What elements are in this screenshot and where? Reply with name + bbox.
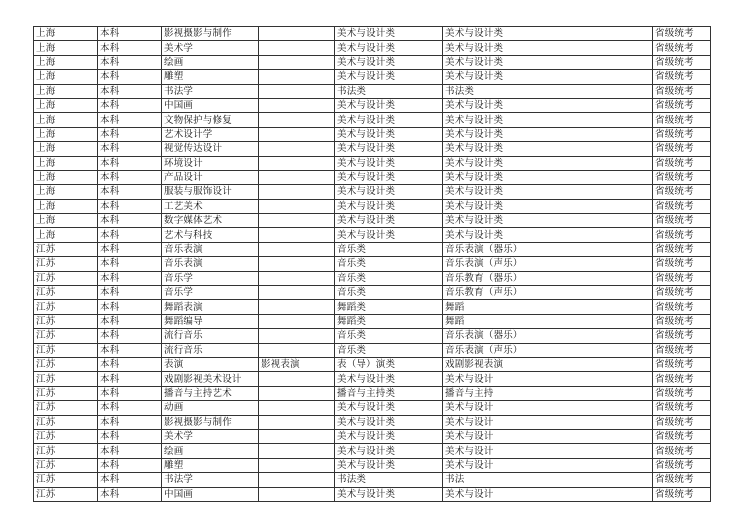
exam-subject-cell: 美术与设计类 xyxy=(443,170,653,184)
major-cell: 影视摄影与制作 xyxy=(162,415,259,429)
province-cell: 江苏 xyxy=(34,444,98,458)
exam-category-cell: 书法类 xyxy=(335,84,443,98)
direction-cell xyxy=(259,429,335,443)
major-cell: 书法学 xyxy=(162,473,259,487)
exam-category-cell: 舞蹈类 xyxy=(335,314,443,328)
level-cell: 本科 xyxy=(98,199,162,213)
level-cell: 本科 xyxy=(98,185,162,199)
direction-cell xyxy=(259,127,335,141)
level-cell: 本科 xyxy=(98,473,162,487)
level-cell: 本科 xyxy=(98,415,162,429)
exam-type-cell: 省级统考 xyxy=(653,214,711,228)
level-cell: 本科 xyxy=(98,170,162,184)
table-row xyxy=(34,415,711,429)
direction-cell xyxy=(259,27,335,41)
province-cell: 上海 xyxy=(34,55,98,69)
major-cell: 戏剧影视美术设计 xyxy=(162,372,259,386)
exam-type-cell: 省级统考 xyxy=(653,113,711,127)
level-cell: 本科 xyxy=(98,27,162,41)
major-cell: 产品设计 xyxy=(162,170,259,184)
major-cell: 文物保护与修复 xyxy=(162,113,259,127)
exam-subject-cell: 美术与设计 xyxy=(443,415,653,429)
exam-type-cell: 省级统考 xyxy=(653,142,711,156)
exam-category-cell: 音乐类 xyxy=(335,286,443,300)
exam-category-cell: 音乐类 xyxy=(335,257,443,271)
table-row xyxy=(34,257,711,271)
direction-cell xyxy=(259,314,335,328)
exam-category-cell: 音乐类 xyxy=(335,242,443,256)
exam-category-cell: 美术与设计类 xyxy=(335,156,443,170)
major-cell: 舞蹈编导 xyxy=(162,314,259,328)
exam-subject-cell: 音乐表演（器乐） xyxy=(443,329,653,343)
direction-cell xyxy=(259,300,335,314)
direction-cell xyxy=(259,257,335,271)
direction-cell xyxy=(259,113,335,127)
major-cell: 雕塑 xyxy=(162,458,259,472)
level-cell: 本科 xyxy=(98,41,162,55)
table-row xyxy=(34,127,711,141)
exam-subject-cell: 音乐教育（声乐） xyxy=(443,286,653,300)
table-row xyxy=(34,84,711,98)
exam-subject-cell: 美术与设计 xyxy=(443,401,653,415)
exam-type-cell: 省级统考 xyxy=(653,156,711,170)
province-cell: 江苏 xyxy=(34,458,98,472)
major-cell: 绘画 xyxy=(162,55,259,69)
table-row xyxy=(34,98,711,112)
direction-cell xyxy=(259,84,335,98)
exam-subject-cell: 美术与设计类 xyxy=(443,70,653,84)
exam-type-cell: 省级统考 xyxy=(653,458,711,472)
table-row xyxy=(34,214,711,228)
exam-subject-cell: 音乐教育（器乐） xyxy=(443,271,653,285)
exam-subject-cell: 戏剧影视表演 xyxy=(443,357,653,371)
exam-subject-cell: 美术与设计类 xyxy=(443,199,653,213)
province-cell: 江苏 xyxy=(34,473,98,487)
table-row xyxy=(34,41,711,55)
level-cell: 本科 xyxy=(98,429,162,443)
major-cell: 工艺美术 xyxy=(162,199,259,213)
level-cell: 本科 xyxy=(98,286,162,300)
exam-category-cell: 美术与设计类 xyxy=(335,142,443,156)
admissions-table-sheet xyxy=(33,26,711,502)
table-row xyxy=(34,473,711,487)
exam-type-cell: 省级统考 xyxy=(653,343,711,357)
direction-cell xyxy=(259,401,335,415)
exam-subject-cell: 美术与设计 xyxy=(443,458,653,472)
exam-category-cell: 美术与设计类 xyxy=(335,41,443,55)
exam-type-cell: 省级统考 xyxy=(653,271,711,285)
province-cell: 江苏 xyxy=(34,357,98,371)
exam-category-cell: 音乐类 xyxy=(335,271,443,285)
direction-cell: 影视表演 xyxy=(259,357,335,371)
exam-subject-cell: 美术与设计 xyxy=(443,372,653,386)
exam-type-cell: 省级统考 xyxy=(653,228,711,242)
level-cell: 本科 xyxy=(98,386,162,400)
province-cell: 上海 xyxy=(34,185,98,199)
direction-cell xyxy=(259,415,335,429)
level-cell: 本科 xyxy=(98,300,162,314)
exam-subject-cell: 美术与设计 xyxy=(443,429,653,443)
level-cell: 本科 xyxy=(98,372,162,386)
level-cell: 本科 xyxy=(98,142,162,156)
exam-type-cell: 省级统考 xyxy=(653,401,711,415)
province-cell: 上海 xyxy=(34,127,98,141)
level-cell: 本科 xyxy=(98,257,162,271)
province-cell: 上海 xyxy=(34,228,98,242)
table-row xyxy=(34,458,711,472)
exam-type-cell: 省级统考 xyxy=(653,300,711,314)
major-cell: 环境设计 xyxy=(162,156,259,170)
exam-subject-cell: 美术与设计类 xyxy=(443,27,653,41)
direction-cell xyxy=(259,170,335,184)
exam-subject-cell: 美术与设计类 xyxy=(443,98,653,112)
exam-category-cell: 美术与设计类 xyxy=(335,415,443,429)
table-row xyxy=(34,487,711,501)
exam-subject-cell: 美术与设计 xyxy=(443,487,653,501)
exam-category-cell: 美术与设计类 xyxy=(335,401,443,415)
exam-category-cell: 美术与设计类 xyxy=(335,185,443,199)
province-cell: 江苏 xyxy=(34,401,98,415)
level-cell: 本科 xyxy=(98,487,162,501)
exam-subject-cell: 美术与设计类 xyxy=(443,142,653,156)
level-cell: 本科 xyxy=(98,98,162,112)
table-row xyxy=(34,329,711,343)
direction-cell xyxy=(259,142,335,156)
table-row xyxy=(34,142,711,156)
province-cell: 江苏 xyxy=(34,329,98,343)
table-row xyxy=(34,343,711,357)
major-cell: 动画 xyxy=(162,401,259,415)
table-row xyxy=(34,170,711,184)
province-cell: 江苏 xyxy=(34,415,98,429)
exam-type-cell: 省级统考 xyxy=(653,429,711,443)
level-cell: 本科 xyxy=(98,113,162,127)
exam-type-cell: 省级统考 xyxy=(653,329,711,343)
exam-type-cell: 省级统考 xyxy=(653,386,711,400)
exam-subject-cell: 播音与主持 xyxy=(443,386,653,400)
table-row xyxy=(34,113,711,127)
table-row xyxy=(34,27,711,41)
exam-category-cell: 美术与设计类 xyxy=(335,27,443,41)
exam-category-cell: 美术与设计类 xyxy=(335,444,443,458)
exam-type-cell: 省级统考 xyxy=(653,415,711,429)
major-cell: 音乐表演 xyxy=(162,257,259,271)
province-cell: 江苏 xyxy=(34,314,98,328)
direction-cell xyxy=(259,386,335,400)
exam-category-cell: 舞蹈类 xyxy=(335,300,443,314)
exam-type-cell: 省级统考 xyxy=(653,84,711,98)
table-row xyxy=(34,357,711,371)
major-cell: 雕塑 xyxy=(162,70,259,84)
direction-cell xyxy=(259,458,335,472)
exam-subject-cell: 美术与设计类 xyxy=(443,127,653,141)
level-cell: 本科 xyxy=(98,127,162,141)
level-cell: 本科 xyxy=(98,228,162,242)
province-cell: 上海 xyxy=(34,70,98,84)
major-cell: 流行音乐 xyxy=(162,329,259,343)
exam-subject-cell: 音乐表演（器乐） xyxy=(443,242,653,256)
level-cell: 本科 xyxy=(98,271,162,285)
province-cell: 上海 xyxy=(34,170,98,184)
direction-cell xyxy=(259,228,335,242)
level-cell: 本科 xyxy=(98,444,162,458)
direction-cell xyxy=(259,185,335,199)
table-row xyxy=(34,372,711,386)
exam-type-cell: 省级统考 xyxy=(653,473,711,487)
exam-category-cell: 美术与设计类 xyxy=(335,98,443,112)
major-cell: 音乐学 xyxy=(162,286,259,300)
exam-category-cell: 美术与设计类 xyxy=(335,429,443,443)
exam-category-cell: 美术与设计类 xyxy=(335,70,443,84)
direction-cell xyxy=(259,70,335,84)
major-cell: 表演 xyxy=(162,357,259,371)
direction-cell xyxy=(259,271,335,285)
province-cell: 上海 xyxy=(34,84,98,98)
exam-type-cell: 省级统考 xyxy=(653,487,711,501)
exam-subject-cell: 美术与设计类 xyxy=(443,214,653,228)
table-row xyxy=(34,199,711,213)
table-row xyxy=(34,444,711,458)
province-cell: 上海 xyxy=(34,142,98,156)
exam-subject-cell: 美术与设计类 xyxy=(443,41,653,55)
province-cell: 江苏 xyxy=(34,257,98,271)
level-cell: 本科 xyxy=(98,314,162,328)
exam-subject-cell: 美术与设计类 xyxy=(443,55,653,69)
table-row xyxy=(34,429,711,443)
major-cell: 艺术设计学 xyxy=(162,127,259,141)
province-cell: 江苏 xyxy=(34,386,98,400)
province-cell: 江苏 xyxy=(34,286,98,300)
exam-category-cell: 音乐类 xyxy=(335,329,443,343)
level-cell: 本科 xyxy=(98,458,162,472)
exam-subject-cell: 舞蹈 xyxy=(443,300,653,314)
table-row xyxy=(34,55,711,69)
table-row xyxy=(34,386,711,400)
province-cell: 江苏 xyxy=(34,242,98,256)
major-cell: 艺术与科技 xyxy=(162,228,259,242)
exam-category-cell: 美术与设计类 xyxy=(335,487,443,501)
level-cell: 本科 xyxy=(98,343,162,357)
level-cell: 本科 xyxy=(98,329,162,343)
province-cell: 上海 xyxy=(34,214,98,228)
exam-type-cell: 省级统考 xyxy=(653,170,711,184)
exam-type-cell: 省级统考 xyxy=(653,185,711,199)
direction-cell xyxy=(259,98,335,112)
table-row xyxy=(34,156,711,170)
level-cell: 本科 xyxy=(98,214,162,228)
exam-type-cell: 省级统考 xyxy=(653,444,711,458)
exam-category-cell: 美术与设计类 xyxy=(335,214,443,228)
exam-category-cell: 音乐类 xyxy=(335,343,443,357)
exam-type-cell: 省级统考 xyxy=(653,98,711,112)
major-cell: 音乐学 xyxy=(162,271,259,285)
direction-cell xyxy=(259,214,335,228)
exam-type-cell: 省级统考 xyxy=(653,357,711,371)
exam-category-cell: 美术与设计类 xyxy=(335,170,443,184)
direction-cell xyxy=(259,343,335,357)
exam-category-cell: 美术与设计类 xyxy=(335,228,443,242)
direction-cell xyxy=(259,487,335,501)
major-cell: 视觉传达设计 xyxy=(162,142,259,156)
exam-subject-cell: 美术与设计 xyxy=(443,444,653,458)
major-cell: 美术学 xyxy=(162,41,259,55)
exam-category-cell: 美术与设计类 xyxy=(335,372,443,386)
major-cell: 播音与主持艺术 xyxy=(162,386,259,400)
exam-category-cell: 书法类 xyxy=(335,473,443,487)
exam-subject-cell: 美术与设计类 xyxy=(443,156,653,170)
exam-type-cell: 省级统考 xyxy=(653,257,711,271)
exam-subject-cell: 美术与设计类 xyxy=(443,228,653,242)
exam-category-cell: 播音与主持类 xyxy=(335,386,443,400)
table-row xyxy=(34,286,711,300)
exam-category-cell: 美术与设计类 xyxy=(335,199,443,213)
province-cell: 江苏 xyxy=(34,300,98,314)
exam-category-cell: 美术与设计类 xyxy=(335,55,443,69)
exam-subject-cell: 书法 xyxy=(443,473,653,487)
major-cell: 流行音乐 xyxy=(162,343,259,357)
major-cell: 音乐表演 xyxy=(162,242,259,256)
exam-type-cell: 省级统考 xyxy=(653,27,711,41)
direction-cell xyxy=(259,41,335,55)
major-cell: 中国画 xyxy=(162,98,259,112)
table-row xyxy=(34,242,711,256)
exam-category-cell: 美术与设计类 xyxy=(335,113,443,127)
province-cell: 江苏 xyxy=(34,271,98,285)
table-row xyxy=(34,70,711,84)
province-cell: 江苏 xyxy=(34,429,98,443)
admissions-table xyxy=(33,26,711,502)
direction-cell xyxy=(259,286,335,300)
direction-cell xyxy=(259,473,335,487)
level-cell: 本科 xyxy=(98,401,162,415)
exam-type-cell: 省级统考 xyxy=(653,70,711,84)
table-body xyxy=(34,27,711,502)
major-cell: 数字媒体艺术 xyxy=(162,214,259,228)
level-cell: 本科 xyxy=(98,84,162,98)
table-row xyxy=(34,271,711,285)
direction-cell xyxy=(259,55,335,69)
exam-category-cell: 美术与设计类 xyxy=(335,458,443,472)
direction-cell xyxy=(259,372,335,386)
exam-subject-cell: 音乐表演（声乐） xyxy=(443,343,653,357)
major-cell: 绘画 xyxy=(162,444,259,458)
direction-cell xyxy=(259,444,335,458)
exam-subject-cell: 美术与设计类 xyxy=(443,185,653,199)
direction-cell xyxy=(259,329,335,343)
direction-cell xyxy=(259,199,335,213)
table-row xyxy=(34,300,711,314)
table-row xyxy=(34,401,711,415)
table-row xyxy=(34,228,711,242)
major-cell: 美术学 xyxy=(162,429,259,443)
direction-cell xyxy=(259,156,335,170)
province-cell: 上海 xyxy=(34,98,98,112)
province-cell: 江苏 xyxy=(34,343,98,357)
major-cell: 影视摄影与制作 xyxy=(162,27,259,41)
major-cell: 中国画 xyxy=(162,487,259,501)
province-cell: 上海 xyxy=(34,199,98,213)
exam-type-cell: 省级统考 xyxy=(653,55,711,69)
level-cell: 本科 xyxy=(98,55,162,69)
level-cell: 本科 xyxy=(98,70,162,84)
table-row xyxy=(34,185,711,199)
province-cell: 江苏 xyxy=(34,487,98,501)
major-cell: 舞蹈表演 xyxy=(162,300,259,314)
exam-category-cell: 表（导）演类 xyxy=(335,357,443,371)
province-cell: 上海 xyxy=(34,113,98,127)
exam-subject-cell: 书法类 xyxy=(443,84,653,98)
direction-cell xyxy=(259,242,335,256)
level-cell: 本科 xyxy=(98,357,162,371)
exam-type-cell: 省级统考 xyxy=(653,127,711,141)
exam-type-cell: 省级统考 xyxy=(653,242,711,256)
exam-type-cell: 省级统考 xyxy=(653,286,711,300)
province-cell: 上海 xyxy=(34,156,98,170)
exam-type-cell: 省级统考 xyxy=(653,41,711,55)
major-cell: 书法学 xyxy=(162,84,259,98)
province-cell: 江苏 xyxy=(34,372,98,386)
level-cell: 本科 xyxy=(98,156,162,170)
exam-type-cell: 省级统考 xyxy=(653,372,711,386)
exam-type-cell: 省级统考 xyxy=(653,314,711,328)
exam-subject-cell: 音乐表演（声乐） xyxy=(443,257,653,271)
province-cell: 上海 xyxy=(34,27,98,41)
major-cell: 服装与服饰设计 xyxy=(162,185,259,199)
exam-subject-cell: 美术与设计类 xyxy=(443,113,653,127)
province-cell: 上海 xyxy=(34,41,98,55)
table-row xyxy=(34,314,711,328)
level-cell: 本科 xyxy=(98,242,162,256)
exam-subject-cell: 舞蹈 xyxy=(443,314,653,328)
exam-category-cell: 美术与设计类 xyxy=(335,127,443,141)
exam-type-cell: 省级统考 xyxy=(653,199,711,213)
